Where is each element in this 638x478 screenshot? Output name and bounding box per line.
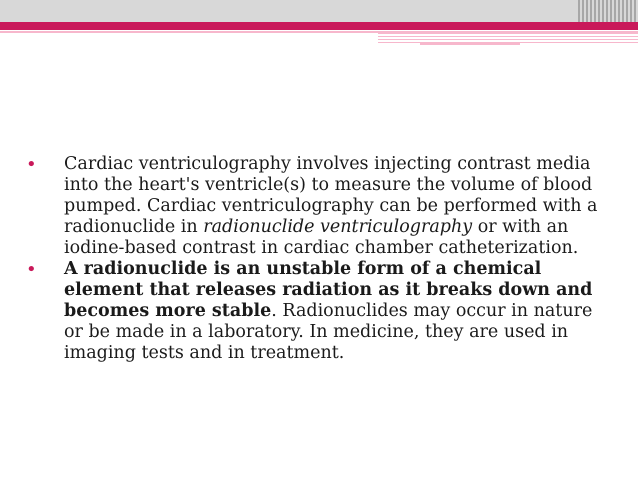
bullet-list	[22, 154, 602, 364]
bullet-text-italic: radionuclide ventriculography	[203, 217, 473, 237]
accent-line-short	[420, 43, 520, 45]
bullet-text-rest: . Radionuclides may occur in nature or be made in a laboratory. In medicine, they are used in imaging tests and in treatment.	[64, 301, 593, 363]
accent-bar	[0, 22, 638, 30]
slide-content	[22, 154, 602, 364]
bullet-text-part3: or with an iodine-based contrast in cardiac chamber catheterization.	[64, 217, 579, 258]
bullet-text-part1: Cardiac ventriculography involves injecting contrast media into the heart's ventricle(s) to measure the volume of blood pumped. Cardiac ventriculography can be performed with a	[64, 154, 598, 216]
header-bar	[0, 0, 638, 22]
bullet-item-ventriculography	[22, 154, 602, 259]
header-stripes	[578, 0, 638, 22]
bullet-item-radionuclide	[22, 259, 602, 364]
bullet-text-bold: A radionuclide is an unstable form of a chemical element that releases radiation as it breaks down and becomes more stable	[64, 259, 593, 321]
accent-lines	[378, 33, 638, 43]
bullet-icon: •	[26, 259, 37, 280]
bullet-text-part2: radionuclide in	[64, 217, 198, 237]
bullet-icon: •	[26, 154, 37, 175]
